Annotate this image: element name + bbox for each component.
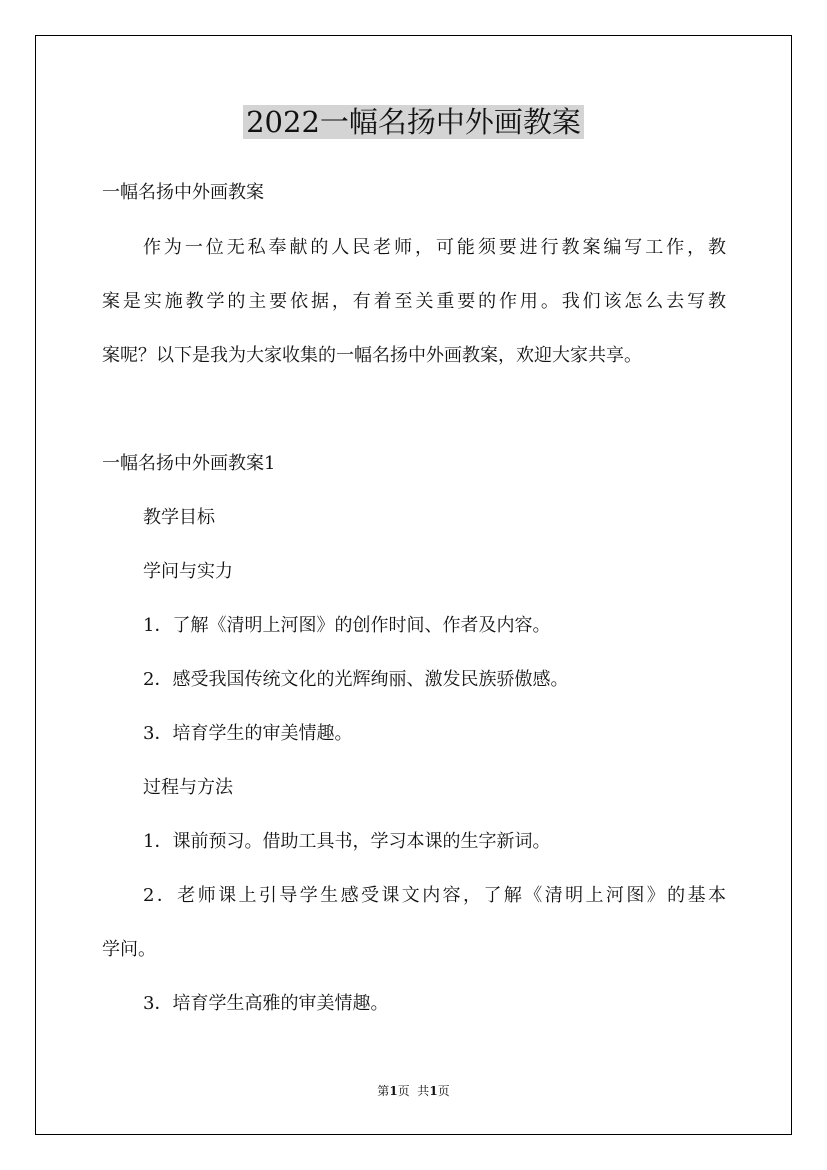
section-process: 过程与方法: [143, 777, 233, 798]
heading-2: 一幅名扬中外画教案1: [102, 453, 276, 474]
intro-line-2: 案是实施教学的主要依据，有着至关重要的作用。我们该怎么去写教: [102, 291, 726, 312]
section-knowledge: 学问与实力: [143, 561, 233, 582]
footer-mid: 页 共: [397, 1084, 430, 1098]
process-item-2-line-2: 学问。: [102, 939, 156, 960]
page-footer: [0, 1083, 827, 1099]
process-item-3: 3．培育学生高雅的审美情趣。: [143, 993, 389, 1014]
document-title-text: 2022一幅名扬中外画教案: [243, 105, 584, 139]
knowledge-item-3: 3．培育学生的审美情趣。: [143, 723, 353, 744]
intro-line-1: 作为一位无私奉献的人民老师，可能须要进行教案编写工作，教: [143, 237, 726, 258]
heading-1: 一幅名扬中外画教案: [102, 182, 264, 203]
knowledge-item-2: 2．感受我国传统文化的光辉绚丽、激发民族骄傲感。: [143, 669, 569, 690]
footer-page-number: 1: [389, 1084, 398, 1098]
footer-total-pages: 1: [429, 1084, 438, 1098]
knowledge-item-1: 1．了解《清明上河图》的创作时间、作者及内容。: [143, 615, 551, 636]
process-item-1: 1．课前预习。借助工具书，学习本课的生字新词。: [143, 831, 551, 852]
section-goals: 教学目标: [143, 507, 215, 528]
process-item-2-line-1: 2．老师课上引导学生感受课文内容，了解《清明上河图》的基本: [143, 885, 726, 906]
footer-prefix: 第: [377, 1084, 390, 1098]
intro-line-3: 案呢？以下是我为大家收集的一幅名扬中外画教案，欢迎大家共享。: [102, 345, 642, 366]
footer-suffix: 页: [437, 1084, 450, 1098]
document-title: [0, 102, 827, 142]
